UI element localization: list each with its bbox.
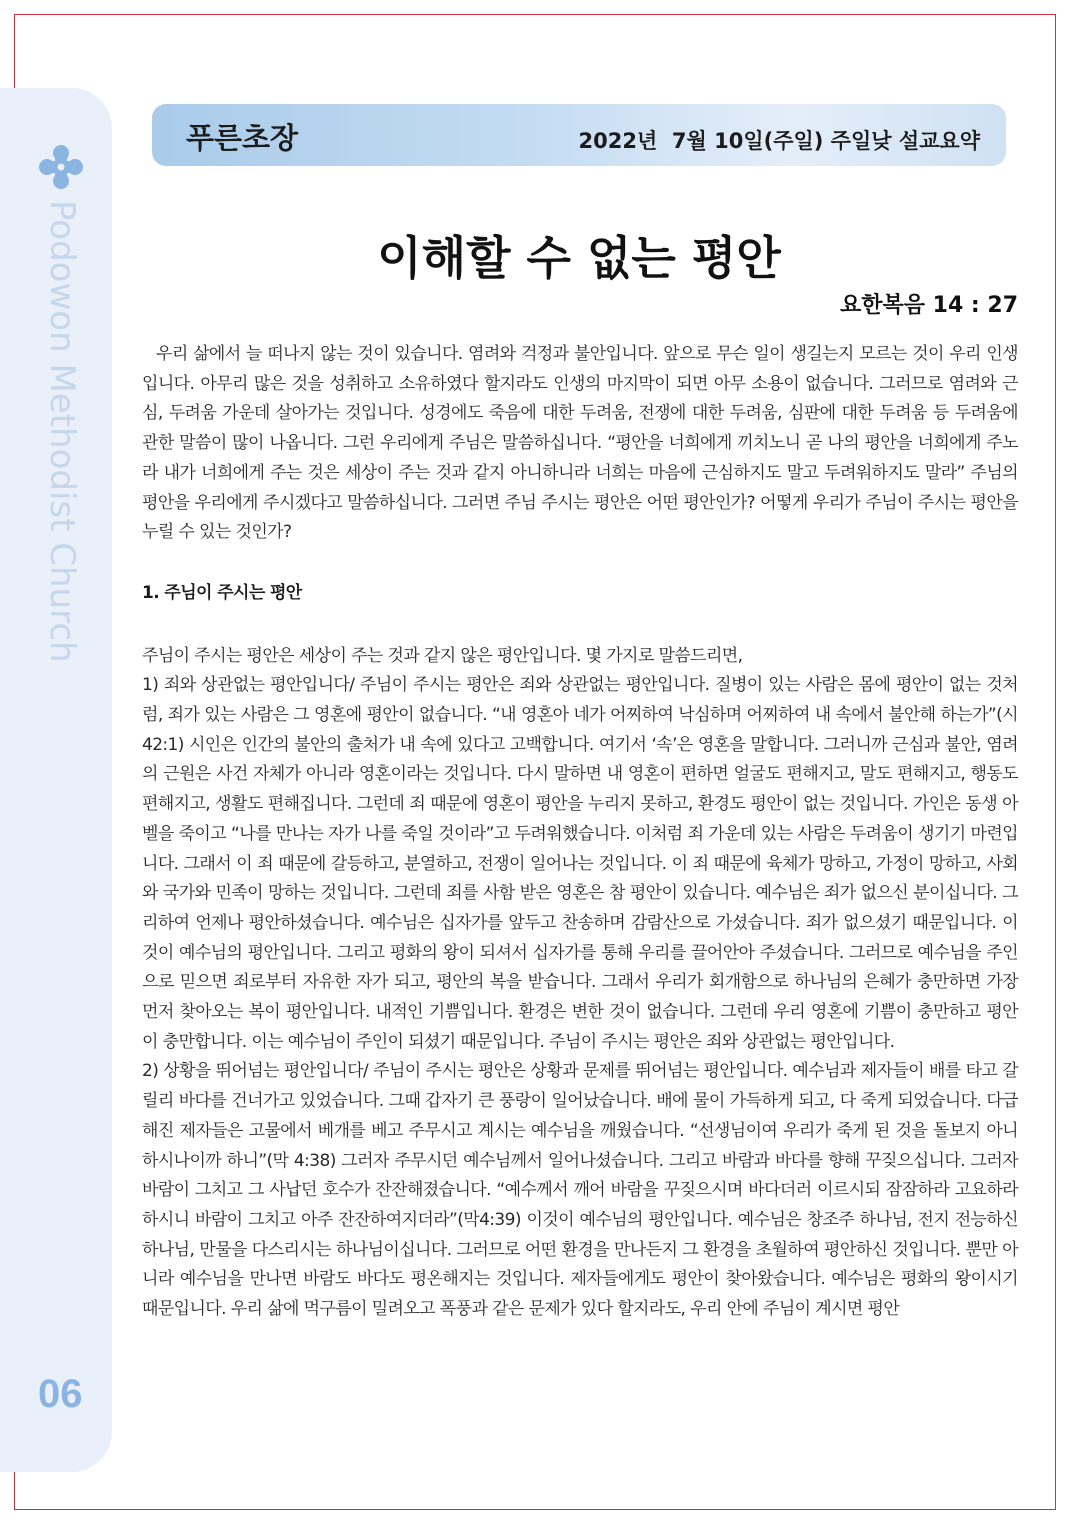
section-intro-paragraph: 주님이 주시는 평안은 세상이 주는 것과 같지 않은 평안입니다. 몇 가지로 말씀드리면, xyxy=(142,645,743,666)
section-heading: 1. 주님이 주시는 평안 xyxy=(142,582,302,603)
sermon-body xyxy=(142,340,1018,1325)
intro-paragraph: 우리 삶에서 늘 떠나지 않는 것이 있습니다. 염려와 걱정과 불안입니다. 앞으로 무슨 일이 생길는지 모르는 것이 우리 인생입니다. 아무리 많은 것을 성취하고 소유하였다 할지라도 인생의 마지막이 되면 아무 소용이 없습니다. 그러므로 염려와 근심, 두려움 가운데 살아가는 것입니다. 성경에도 죽음에 대한 두려움, 전쟁에 대한 두려움, 심판에 대한 두려움 등 두려움에 관한 말씀이 많이 나옵니다. 그런 우리에게 주님은 말씀하십니다. “평안을 너희에게 끼치노니 곧 나의 평안을 너희에게 주노라 내가 너희에게 주는 것은 세상이 주는 것과 같지 아니하니라 너희는 마음에 근심하지도 말고 두려워하지도 말라” 주님의 평안을 우리에게 주시겠다고 말씀하십니다. 그러면 주님 주시는 평안은 어떤 평안인가? 어떻게 우리가 주님이 주시는 평안을 누릴 수 있는 것인가? xyxy=(142,344,1018,543)
sermon-title: 이해할 수 없는 평안 xyxy=(377,231,781,285)
point-1-paragraph: 1) 죄와 상관없는 평안입니다/ 주님이 주시는 평안은 죄와 상관없는 평안입니다. 질병이 있는 사람은 몸에 평안이 없는 것처럼, 죄가 있는 사람은 그 영혼에 평안이 없습니다. “내 영혼아 네가 어찌하여 낙심하며 어찌하여 내 속에서 불안해 하는가”(시42:1) 시인은 인간의 불안의 출처가 내 속에 있다고 고백합니다. 여기서 ‘속’은 영혼을 말합니다. 그러니까 근심과 불안, 염려의 근원은 사건 자체가 아니라 영혼이라는 것입니다. 다시 말하면 내 영혼이 편하면 얼굴도 편해지고, 말도 편해지고, 행동도 편해지고, 생활도 편해집니다. 그런데 죄 때문에 영혼이 평안을 누리지 못하고, 환경도 평안이 없는 것입니다. 가인은 동생 아벨을 죽이고 “나를 만나는 자가 나를 죽일 것이라”고 두려워했습니다. 이처럼 죄 가운데 있는 사람은 두려움이 생기기 마련입니다. 그래서 이 죄 때문에 갈등하고, 분열하고, 전쟁이 일어나는 것입니다. 이 죄 때문에 육체가 망하고, 가정이 망하고, 사회와 국가와 민족이 망하는 것입니다. 그런데 죄를 사함 받은 영혼은 참 평안이 있습니다. 예수님은 죄가 없으신 분이십니다. 그리하여 언제나 평안하셨습니다. 예수님은 십자가를 앞두고 찬송하며 감람산으로 가셨습니다. 죄가 없으셨기 때문입니다. 이것이 예수님의 평안입니다. 그리고 평화의 왕이 되셔서 십자가를 통해 우리를 끌어안아 주셨습니다. 그러므로 예수님을 주인으로 믿으면 죄로부터 자유한 자가 되고, 평안의 복을 받습니다. 그래서 우리가 회개함으로 하나님의 은혜가 충만하면 가장 먼저 찾아오는 복이 평안입니다. 내적인 기쁨입니다. 환경은 변한 것이 없습니다. 그런데 우리 영혼에 기쁨이 충만하고 평안이 충만합니다. 이는 예수님이 주인이 되셨기 때문입니다. 주님이 주시는 평안은 죄와 상관없는 평안입니다. xyxy=(142,675,1018,1052)
cross-flower-icon xyxy=(38,144,84,190)
header-banner xyxy=(152,104,1006,166)
column-title: 푸른초장 xyxy=(186,121,299,155)
page-number: 06 xyxy=(38,1372,83,1416)
scripture-reference: 요한복음 14 : 27 xyxy=(839,293,1018,318)
point-2-paragraph: 2) 상황을 뛰어넘는 평안입니다/ 주님이 주시는 평안은 상황과 문제를 뛰어넘는 평안입니다. 예수님과 제자들이 배를 타고 갈릴리 바다를 건너가고 있었습니다. 그때 갑자기 큰 풍랑이 일어났습니다. 배에 물이 가득하게 되고, 다 죽게 되었습니다. 다급해진 제자들은 고물에서 베개를 베고 주무시고 계시는 예수님을 깨웠습니다. “선생님이여 우리가 죽게 된 것을 돌보지 아니하시나이까 하니”(막 4:38) 그러자 주무시던 예수님께서 일어나셨습니다. 그리고 바람과 바다를 향해 꾸짖으십니다. 그러자 바람이 그치고 그 사납던 호수가 잔잔해졌습니다. “예수께서 깨어 바람을 꾸짖으시며 바다더러 이르시되 잠잠하라 고요하라 하시니 바람이 그치고 아주 잔잔하여지더라”(막4:39) 이것이 예수님의 평안입니다. 예수님은 창조주 하나님, 전지 전능하신 하나님, 만물을 다스리시는 하나님이십니다. 그러므로 어떤 환경을 만나든지 그 환경을 초월하여 평안하신 것입니다. 뿐만 아니라 예수님을 만나면 바람도 바다도 평온해지는 것입니다. 제자들에게도 평안이 찾아왔습니다. 예수님은 평화의 왕이시기 때문입니다. 우리 삶에 먹구름이 밀려오고 폭풍과 같은 문제가 있다 할지라도, 우리 안에 주님이 계시면 평안 xyxy=(142,1061,1018,1320)
sermon-date: 2022년 7월 10일(주일) 주일낮 설교요약 xyxy=(578,129,980,153)
church-name-vertical: Podowon Methodist Church xyxy=(42,200,82,663)
